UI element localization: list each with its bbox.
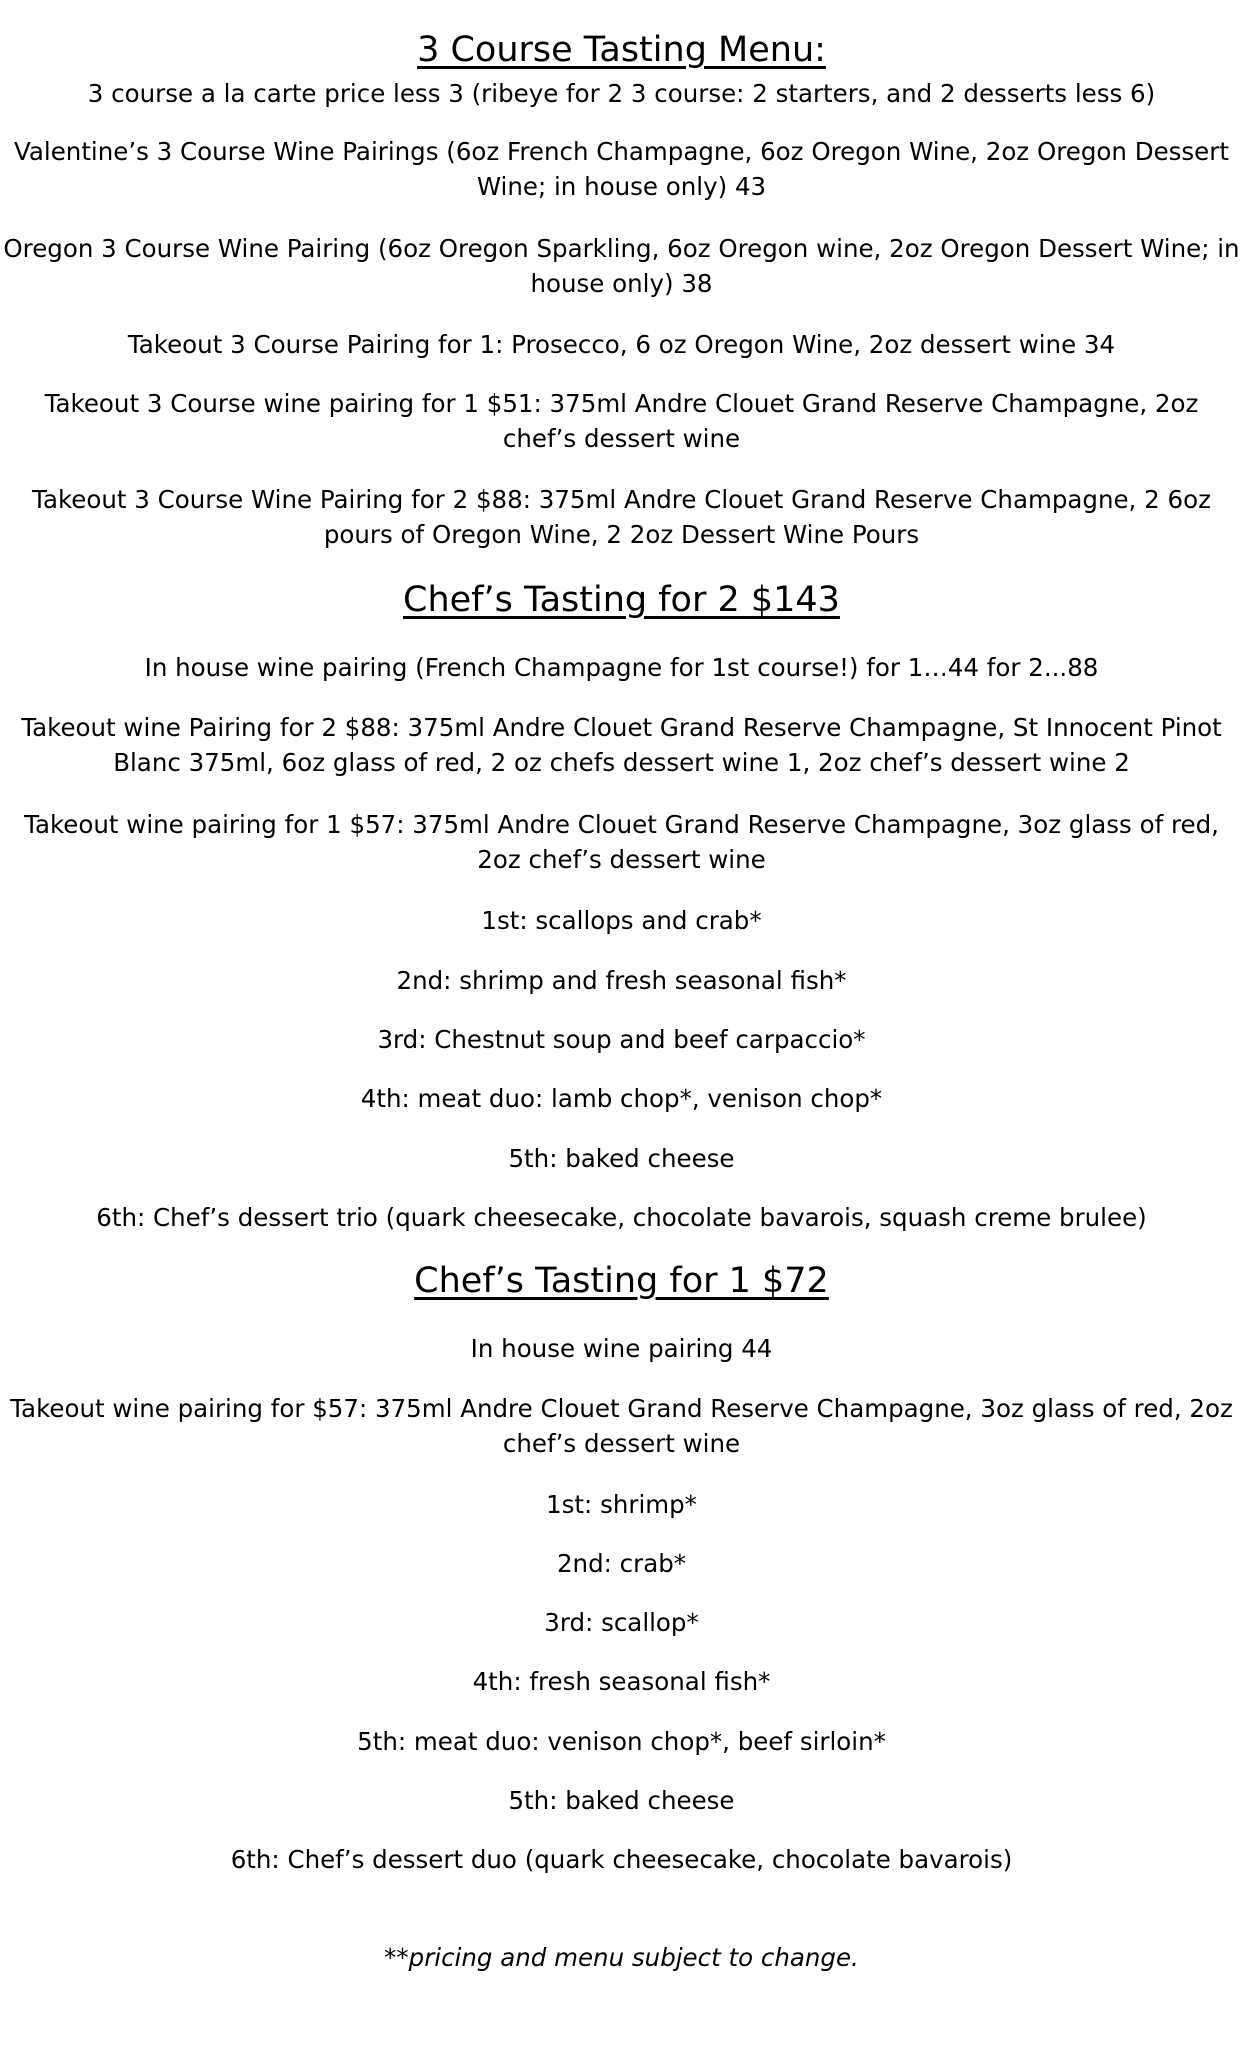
course-item: 1st: shrimp* bbox=[546, 1490, 697, 1519]
course-item: 6th: Chef’s dessert trio (quark cheesecake, chocolate bavarois, squash creme brulee) bbox=[96, 1203, 1147, 1232]
course-item: 2nd: shrimp and fresh seasonal fish* bbox=[396, 966, 847, 995]
pricing-disclaimer: **pricing and menu subject to change. bbox=[384, 1943, 859, 1972]
three-course-line: chef’s dessert wine bbox=[502, 424, 741, 453]
three-course-line: 3 course a la carte price less 3 (ribeye for 2 3 course: 2 starters, and 2 desserts less 6) bbox=[87, 79, 1156, 108]
three-course-line: pours of Oregon Wine, 2 2oz Dessert Wine Pours bbox=[323, 520, 920, 549]
course-item: 3rd: scallop* bbox=[544, 1608, 699, 1637]
course-item: 3rd: Chestnut soup and beef carpaccio* bbox=[377, 1025, 866, 1054]
chefs-tasting-one-line: Takeout wine pairing for $57: 375ml Andre Clouet Grand Reserve Champagne, 3oz glass of red, 2oz bbox=[10, 1394, 1233, 1423]
course-item: 5th: meat duo: venison chop*, beef sirloin* bbox=[357, 1727, 886, 1756]
three-course-line: Takeout 3 Course Pairing for 1: Prosecco, 6 oz Oregon Wine, 2oz dessert wine 34 bbox=[127, 330, 1116, 359]
chefs-tasting-one-line: In house wine pairing 44 bbox=[470, 1334, 773, 1363]
chefs-tasting-two-line: Takeout wine Pairing for 2 $88: 375ml Andre Clouet Grand Reserve Champagne, St Innocent Pinot bbox=[21, 713, 1222, 742]
three-course-line: Oregon 3 Course Wine Pairing (6oz Oregon Sparkling, 6oz Oregon wine, 2oz Oregon Dessert Wine; in bbox=[3, 234, 1240, 263]
chefs-tasting-one-line: chef’s dessert wine bbox=[502, 1429, 741, 1458]
chefs-tasting-two-line: In house wine pairing (French Champagne for 1st course!) for 1…44 for 2...88 bbox=[144, 653, 1099, 682]
three-course-line: Valentine’s 3 Course Wine Pairings (6oz French Champagne, 6oz Oregon Wine, 2oz Oregon Dessert bbox=[14, 137, 1229, 166]
three-course-line: Takeout 3 Course Wine Pairing for 2 $88: 375ml Andre Clouet Grand Reserve Champagne, 2 6oz bbox=[32, 485, 1211, 514]
chefs-tasting-two-line: Blanc 375ml, 6oz glass of red, 2 oz chefs dessert wine 1, 2oz chef’s dessert wine 2 bbox=[113, 748, 1130, 777]
course-item: 4th: fresh seasonal fish* bbox=[472, 1667, 771, 1696]
chefs-tasting-two-title: Chef’s Tasting for 2 $143 bbox=[403, 580, 840, 620]
course-item: 6th: Chef’s dessert duo (quark cheesecake, chocolate bavarois) bbox=[230, 1845, 1013, 1874]
chefs-tasting-two-line: Takeout wine pairing for 1 $57: 375ml Andre Clouet Grand Reserve Champagne, 3oz glass of red, bbox=[24, 810, 1219, 839]
course-item: 4th: meat duo: lamb chop*, venison chop* bbox=[360, 1084, 883, 1113]
chefs-tasting-one-title: Chef’s Tasting for 1 $72 bbox=[414, 1261, 829, 1301]
three-course-title: 3 Course Tasting Menu: bbox=[417, 30, 826, 70]
three-course-line: house only) 38 bbox=[530, 269, 713, 298]
course-item: 5th: baked cheese bbox=[508, 1786, 735, 1815]
three-course-line: Takeout 3 Course wine pairing for 1 $51: 375ml Andre Clouet Grand Reserve Champagne, 2oz bbox=[44, 389, 1199, 418]
chefs-tasting-two-line: 2oz chef’s dessert wine bbox=[477, 845, 766, 874]
course-item: 5th: baked cheese bbox=[508, 1144, 735, 1173]
course-item: 1st: scallops and crab* bbox=[481, 906, 762, 935]
course-item: 2nd: crab* bbox=[556, 1549, 687, 1578]
three-course-line: Wine; in house only) 43 bbox=[476, 172, 767, 201]
